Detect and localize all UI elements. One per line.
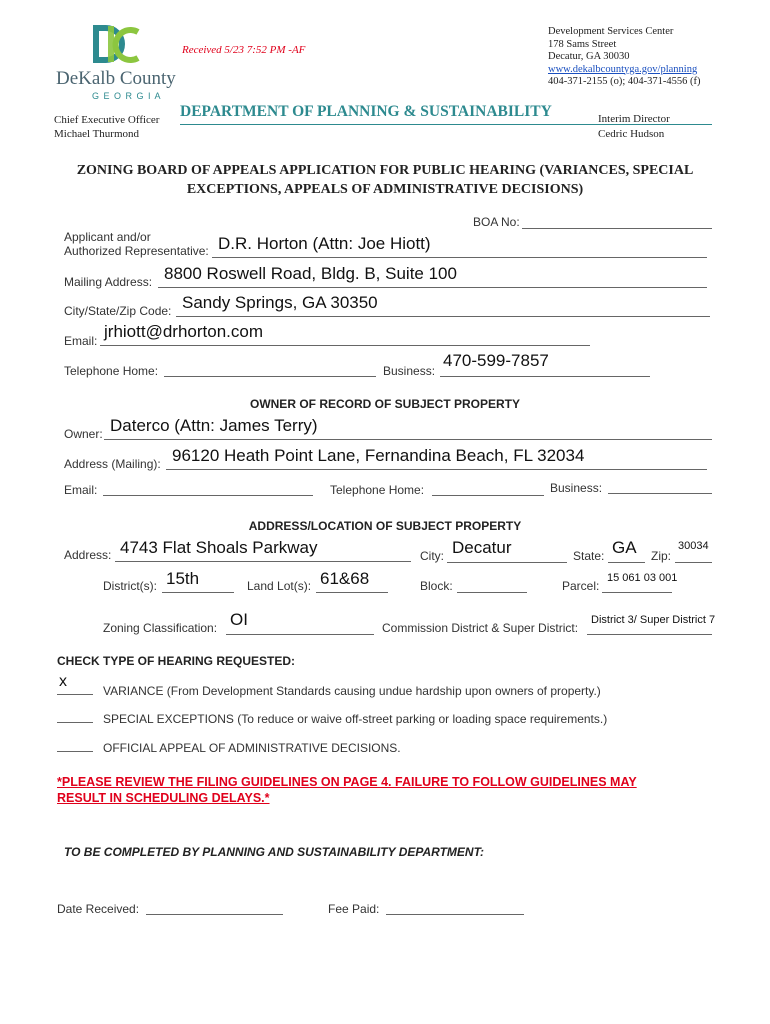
district-label: District(s): xyxy=(103,579,157,593)
zoning-classification-value: OI xyxy=(230,610,248,629)
ceo-name: Michael Thurmond xyxy=(54,128,140,140)
form-title xyxy=(0,161,770,199)
date-received-field[interactable] xyxy=(146,914,283,915)
county-logo xyxy=(52,22,182,102)
parcel-field[interactable] xyxy=(602,592,672,593)
business-phone-label: Business: xyxy=(383,364,436,378)
email-field[interactable] xyxy=(100,345,590,346)
owner-telephone-label: Telephone Home: xyxy=(330,483,425,497)
hearing-option-official-appeal[interactable] xyxy=(57,735,717,759)
owner-email-label: Email: xyxy=(64,483,98,497)
owner-address-value: 96120 Heath Point Lane, Fernandina Beach, FL 32034 xyxy=(172,446,585,465)
applicant-label-1: Applicant and/or xyxy=(64,230,151,244)
business-phone-value: 470-599-7857 xyxy=(443,351,549,370)
hearing-option-check-field[interactable] xyxy=(57,722,93,723)
owner-section-title: OWNER OF RECORD OF SUBJECT PROPERTY xyxy=(249,397,521,411)
property-state-label: State: xyxy=(573,549,605,563)
block-label: Block: xyxy=(420,579,453,593)
commission-district-field[interactable] xyxy=(587,634,712,635)
office-name: Development Services Center xyxy=(548,26,674,37)
fee-paid-label: Fee Paid: xyxy=(328,902,380,916)
email-value: jrhiott@drhorton.com xyxy=(104,322,263,341)
mailing-address-value: 8800 Roswell Road, Bldg. B, Suite 100 xyxy=(164,264,457,283)
hearing-type-title: CHECK TYPE OF HEARING REQUESTED: xyxy=(57,654,296,668)
owner-address-label: Address (Mailing): xyxy=(64,457,161,471)
dc-logo-icon xyxy=(52,22,182,70)
zoning-classification-label: Zoning Classification: xyxy=(103,621,218,635)
office-address-block xyxy=(548,26,701,89)
owner-value: Daterco (Attn: James Terry) xyxy=(110,416,318,435)
mailing-address-field[interactable] xyxy=(158,287,707,288)
block-field[interactable] xyxy=(457,592,527,593)
date-received-label: Date Received: xyxy=(57,902,140,916)
logo-state-name: G E O R G I A xyxy=(92,91,162,101)
owner-business-label: Business: xyxy=(550,481,603,495)
hearing-option-check-field[interactable] xyxy=(57,751,93,752)
owner-address-field[interactable] xyxy=(166,469,707,470)
district-value: 15th xyxy=(166,569,200,588)
owner-label: Owner: xyxy=(64,427,103,441)
property-address-value: 4743 Flat Shoals Parkway xyxy=(120,538,318,557)
logo-county-name: DeKalb County xyxy=(56,68,176,89)
director-title: Interim Director xyxy=(598,113,670,125)
hearing-option-label: SPECIAL EXCEPTIONS (To reduce or waive off-street parking or loading space requirements.) xyxy=(103,712,608,726)
office-street: 178 Sams Street xyxy=(548,38,617,50)
office-phones: 404-371-2155 (o); 404-371-4556 (f) xyxy=(548,76,701,87)
hearing-option-check-field[interactable] xyxy=(57,694,93,695)
property-city-value: Decatur xyxy=(452,538,512,557)
received-stamp: Received 5/23 7:52 PM -AF xyxy=(182,44,306,56)
hearing-option-label: VARIANCE (From Development Standards causing undue hardship upon owners of property.) xyxy=(103,684,601,698)
director-name: Cedric Hudson xyxy=(598,128,665,140)
commission-district-value: District 3/ Super District 7 xyxy=(591,614,716,626)
hearing-option-variance[interactable] xyxy=(57,673,717,702)
telephone-home-label: Telephone Home: xyxy=(64,364,159,378)
department-use-title: TO BE COMPLETED BY PLANNING AND SUSTAINABILITY DEPARTMENT: xyxy=(64,845,485,859)
hearing-option-special-exceptions[interactable] xyxy=(57,706,717,730)
telephone-home-field[interactable] xyxy=(164,376,376,377)
applicant-value: D.R. Horton (Attn: Joe Hiott) xyxy=(218,234,431,253)
email-label: Email: xyxy=(64,334,98,348)
ceo-title: Chief Executive Officer xyxy=(54,114,160,126)
form-title-line-1: ZONING BOARD OF APPEALS APPLICATION FOR PUBLIC HEARING (VARIANCES, SPECIAL xyxy=(76,163,694,178)
hearing-option-label: OFFICIAL APPEAL OF ADMINISTRATIVE DECISIONS. xyxy=(103,741,401,755)
hearing-option-check-mark: x xyxy=(59,673,67,690)
property-state-field[interactable] xyxy=(608,562,645,563)
property-city-label: City: xyxy=(420,549,444,563)
city-state-zip-field[interactable] xyxy=(176,316,710,317)
business-phone-field[interactable] xyxy=(440,376,650,377)
owner-field[interactable] xyxy=(104,439,712,440)
parcel-value: 15 061 03 001 xyxy=(607,572,678,584)
warning-line-1: *PLEASE REVIEW THE FILING GUIDELINES ON PAGE 4. FAILURE TO FOLLOW GUIDELINES MAY xyxy=(57,775,637,789)
filing-guidelines-warning xyxy=(57,774,637,806)
property-state-value: GA xyxy=(612,538,637,557)
district-field[interactable] xyxy=(162,592,234,593)
land-lot-label: Land Lot(s): xyxy=(247,579,312,593)
land-lot-field[interactable] xyxy=(316,592,388,593)
owner-telephone-field[interactable] xyxy=(432,495,544,496)
property-zip-field[interactable] xyxy=(675,562,712,563)
property-address-label: Address: xyxy=(64,548,112,562)
city-state-zip-value: Sandy Springs, GA 30350 xyxy=(182,293,378,312)
property-city-field[interactable] xyxy=(447,562,567,563)
applicant-field[interactable] xyxy=(212,257,707,258)
warning-line-2: RESULT IN SCHEDULING DELAYS.* xyxy=(57,791,270,805)
boa-no-field[interactable] xyxy=(522,228,712,229)
mailing-address-label: Mailing Address: xyxy=(64,275,153,289)
land-lot-value: 61&68 xyxy=(320,569,370,588)
property-section-title: ADDRESS/LOCATION OF SUBJECT PROPERTY xyxy=(248,519,522,533)
applicant-label-2: Authorized Representative: xyxy=(64,244,209,258)
owner-email-field[interactable] xyxy=(103,495,313,496)
office-city: Decatur, GA 30030 xyxy=(548,51,630,62)
department-title: DEPARTMENT OF PLANNING & SUSTAINABILITY xyxy=(180,103,552,120)
form-title-line-2: EXCEPTIONS, APPEALS OF ADMINISTRATIVE DECISIONS) xyxy=(186,182,584,197)
property-address-field[interactable] xyxy=(115,561,411,562)
fee-paid-field[interactable] xyxy=(386,914,524,915)
owner-business-field[interactable] xyxy=(608,493,712,494)
zoning-classification-field[interactable] xyxy=(226,634,374,635)
property-zip-value: 30034 xyxy=(678,540,709,552)
parcel-label: Parcel: xyxy=(562,579,600,593)
office-website-link[interactable]: www.dekalbcountyga.gov/planning xyxy=(548,63,698,75)
city-state-zip-label: City/State/Zip Code: xyxy=(64,304,172,318)
property-zip-label: Zip: xyxy=(651,549,672,563)
commission-district-label: Commission District & Super District: xyxy=(382,621,579,635)
boa-no-label: BOA No: xyxy=(473,215,520,229)
